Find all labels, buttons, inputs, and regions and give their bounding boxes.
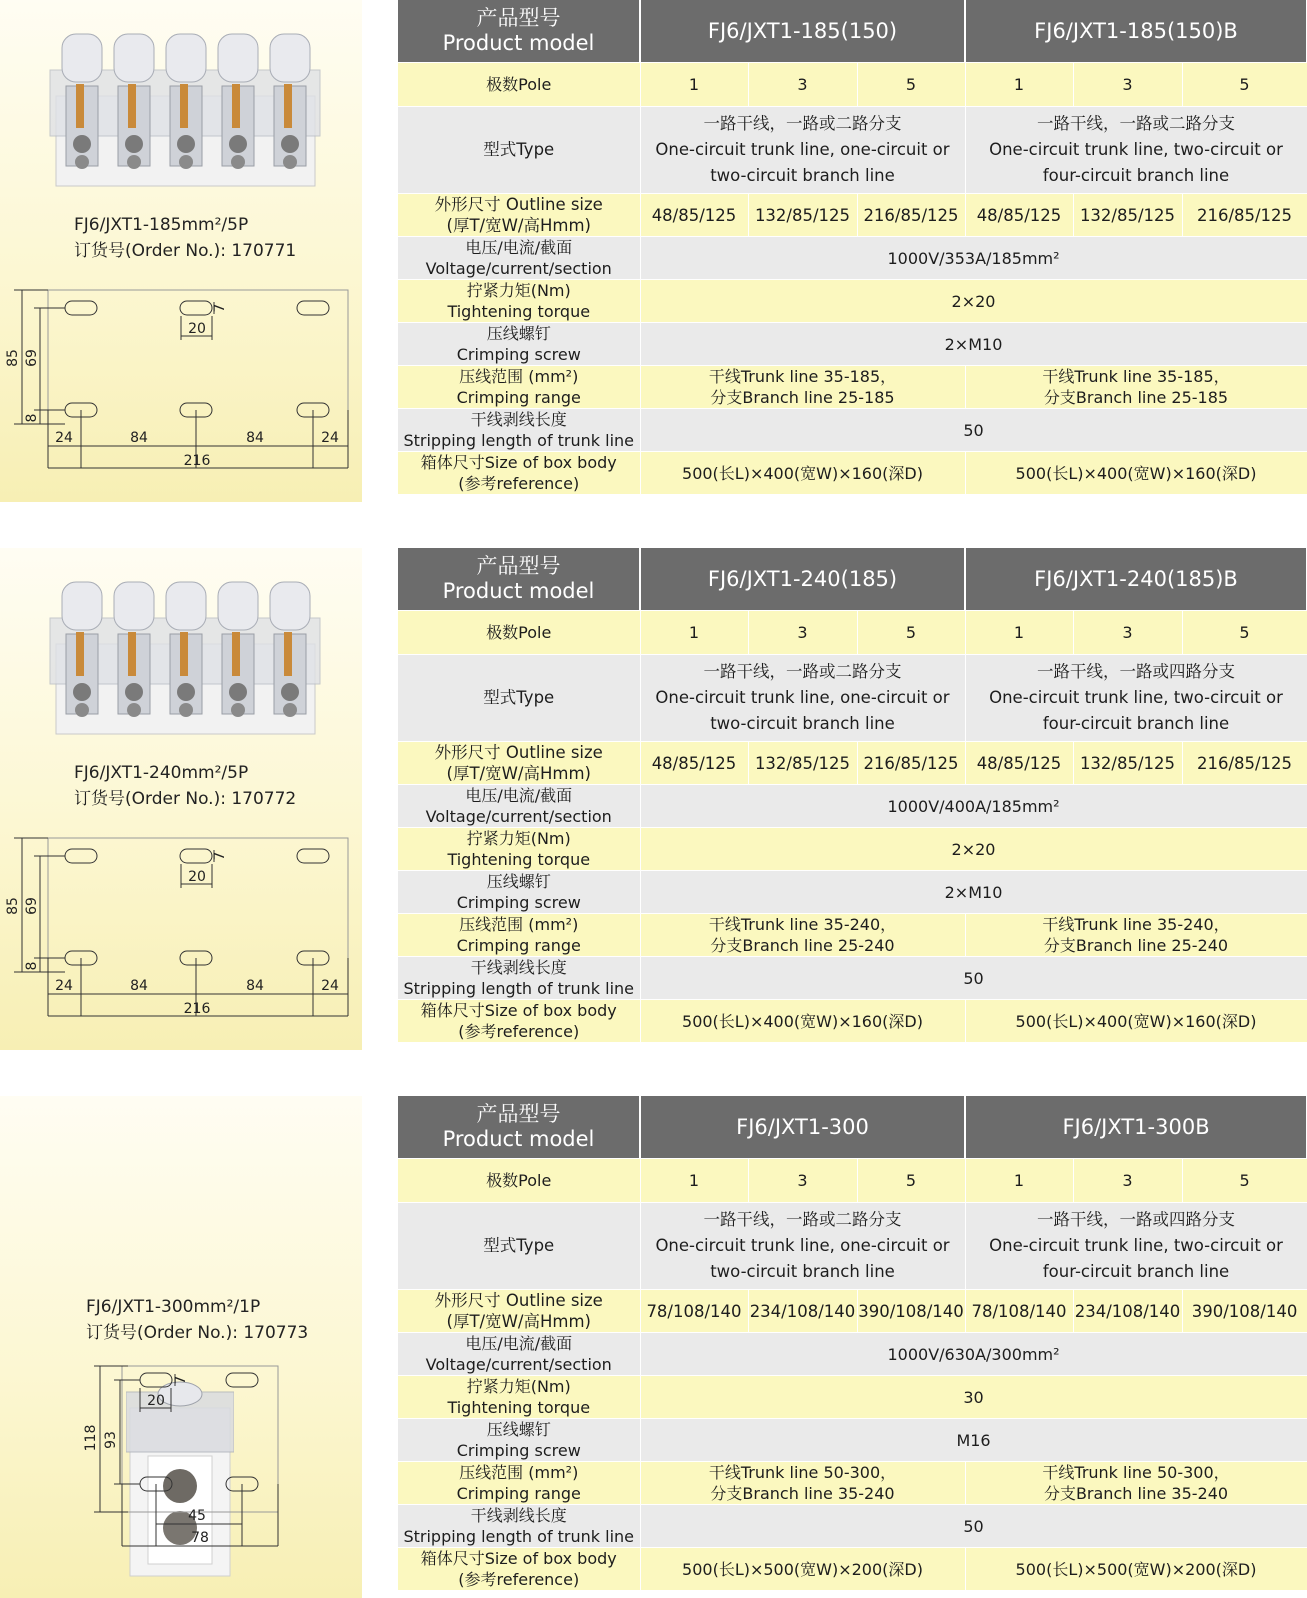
product-model-header: 产品型号 Product model	[398, 1096, 640, 1159]
model-b-header: FJ6/JXT1-300B	[965, 1096, 1307, 1159]
product-panel	[0, 548, 362, 1050]
strip-label: 干线剥线长度 Stripping length of trunk line	[398, 409, 640, 452]
box-b-cell: 500(长L)×500(宽W)×200(深D)	[965, 1548, 1307, 1591]
crimp-label: 压线范围 (mm²) Crimping range	[398, 1462, 640, 1505]
strip-row	[398, 409, 1307, 452]
dimension-label: 7	[212, 851, 228, 861]
dimension-label: 8	[24, 961, 40, 971]
outline-cell: 132/85/125	[748, 742, 857, 785]
table-header-row	[398, 548, 1307, 611]
screw-label: 压线螺钉 Crimping screw	[398, 871, 640, 914]
order-number-label: 订货号(Order No.): 170771	[74, 241, 297, 261]
dimension-label: 45	[188, 1508, 206, 1524]
pole-cell: 3	[748, 63, 857, 107]
product-section-185	[0, 0, 1307, 502]
dimension-label: 7	[212, 303, 228, 313]
table-header-row	[398, 0, 1307, 63]
crimp-row	[398, 1462, 1307, 1505]
model-a-header: FJ6/JXT1-300	[640, 1096, 965, 1159]
terminal-block-5p-photo	[48, 574, 323, 744]
dimension-label: 85	[5, 897, 21, 915]
pole-cell: 1	[965, 1159, 1073, 1203]
outline-cell: 132/85/125	[1073, 742, 1182, 785]
outline-label: 外形尺寸 Outline size (厚T/宽W/高Hmm)	[398, 194, 640, 237]
product-section-240	[0, 548, 1307, 1050]
outline-cell: 48/85/125	[640, 742, 748, 785]
product-photo	[48, 574, 323, 744]
pole-cell: 1	[640, 1159, 748, 1203]
crimp-label: 压线范围 (mm²) Crimping range	[398, 914, 640, 957]
pole-cell: 5	[857, 63, 965, 107]
outline-cell: 78/108/140	[640, 1290, 748, 1333]
outline-cell: 48/85/125	[965, 194, 1073, 237]
outline-cell: 216/85/125	[857, 194, 965, 237]
outline-cell: 216/85/125	[1182, 742, 1307, 785]
box-label: 箱体尺寸Size of box body (参考reference)	[398, 1548, 640, 1591]
pole-cell: 1	[640, 611, 748, 655]
pole-cell: 3	[748, 1159, 857, 1203]
dimension-label: 118	[83, 1424, 99, 1452]
dimension-label: 216	[183, 1001, 211, 1017]
model-size-label: FJ6/JXT1-300mm²/1P	[86, 1297, 261, 1317]
product-caption	[74, 760, 296, 812]
outline-cell: 234/108/140	[1073, 1290, 1182, 1333]
order-number-label: 订货号(Order No.): 170772	[74, 789, 297, 809]
dimension-drawing	[0, 1360, 362, 1560]
terminal-block-5p-photo	[48, 26, 323, 196]
type-row	[398, 655, 1307, 742]
pole-row	[398, 1159, 1307, 1203]
torque-row	[398, 1376, 1307, 1419]
product-section-300	[0, 1096, 1307, 1598]
pole-cell: 1	[965, 63, 1073, 107]
type-b-cell: 一路干线，一路或四路分支 One-circuit trunk line, two-circuit or four-circuit branch line	[965, 1203, 1307, 1290]
voltage-row	[398, 1333, 1307, 1376]
strip-row	[398, 1505, 1307, 1548]
model-b-header: FJ6/JXT1-185(150)B	[965, 0, 1307, 63]
outline-label: 外形尺寸 Outline size (厚T/宽W/高Hmm)	[398, 1290, 640, 1333]
dimension-drawing	[0, 282, 362, 502]
dimension-label: 24	[55, 430, 73, 446]
crimp-b-cell: 干线Trunk line 50-300， 分支Branch line 35-240	[965, 1462, 1307, 1505]
pole-row	[398, 63, 1307, 107]
voltage-label: 电压/电流/截面 Voltage/current/section	[398, 237, 640, 280]
product-panel	[0, 0, 362, 502]
type-label: 型式Type	[398, 107, 640, 194]
outline-row	[398, 742, 1307, 785]
pole-cell: 5	[857, 1159, 965, 1203]
type-a-cell: 一路干线，一路或二路分支 One-circuit trunk line, one-circuit or two-circuit branch line	[640, 1203, 965, 1290]
voltage-row	[398, 785, 1307, 828]
pole-cell: 3	[1073, 1159, 1182, 1203]
screw-cell: 2×M10	[640, 871, 1307, 914]
outline-cell: 132/85/125	[748, 194, 857, 237]
outline-cell: 390/108/140	[1182, 1290, 1307, 1333]
voltage-cell: 1000V/630A/300mm²	[640, 1333, 1307, 1376]
dimension-label: 69	[24, 349, 40, 367]
spec-table	[398, 1096, 1307, 1591]
outline-cell: 132/85/125	[1073, 194, 1182, 237]
outline-row	[398, 1290, 1307, 1333]
outline-cell: 48/85/125	[640, 194, 748, 237]
type-label: 型式Type	[398, 1203, 640, 1290]
screw-row	[398, 871, 1307, 914]
model-b-header: FJ6/JXT1-240(185)B	[965, 548, 1307, 611]
pole-cell: 5	[1182, 63, 1307, 107]
pole-label: 极数Pole	[398, 63, 640, 107]
torque-cell: 2×20	[640, 828, 1307, 871]
torque-cell: 2×20	[640, 280, 1307, 323]
screw-row	[398, 1419, 1307, 1462]
type-a-cell: 一路干线，一路或二路分支 One-circuit trunk line, one-circuit or two-circuit branch line	[640, 107, 965, 194]
dimension-label: 84	[130, 978, 148, 994]
dimension-label: 84	[246, 430, 264, 446]
pole-cell: 1	[965, 611, 1073, 655]
product-photo	[48, 26, 323, 196]
dimension-label: 20	[188, 869, 206, 885]
pole-cell: 3	[1073, 611, 1182, 655]
product-model-header: 产品型号 Product model	[398, 0, 640, 63]
outline-cell: 216/85/125	[857, 742, 965, 785]
spec-table	[398, 0, 1307, 495]
pole-cell: 3	[748, 611, 857, 655]
torque-row	[398, 280, 1307, 323]
dimension-label: 20	[188, 321, 206, 337]
dimension-label: 93	[103, 1431, 119, 1449]
strip-label: 干线剥线长度 Stripping length of trunk line	[398, 1505, 640, 1548]
type-b-cell: 一路干线，一路或二路分支 One-circuit trunk line, two-circuit or four-circuit branch line	[965, 107, 1307, 194]
outline-cell: 48/85/125	[965, 742, 1073, 785]
box-a-cell: 500(长L)×400(宽W)×160(深D)	[640, 452, 965, 495]
box-label: 箱体尺寸Size of box body (参考reference)	[398, 1000, 640, 1043]
crimp-a-cell: 干线Trunk line 35-185， 分支Branch line 25-185	[640, 366, 965, 409]
dimension-label: 24	[321, 430, 339, 446]
box-b-cell: 500(长L)×400(宽W)×160(深D)	[965, 452, 1307, 495]
screw-label: 压线螺钉 Crimping screw	[398, 1419, 640, 1462]
dimension-drawing	[0, 830, 362, 1050]
box-row	[398, 1000, 1307, 1043]
screw-cell: 2×M10	[640, 323, 1307, 366]
voltage-cell: 1000V/353A/185mm²	[640, 237, 1307, 280]
torque-label: 拧紧力矩(Nm) Tightening torque	[398, 1376, 640, 1419]
type-label: 型式Type	[398, 655, 640, 742]
crimp-a-cell: 干线Trunk line 50-300， 分支Branch line 35-240	[640, 1462, 965, 1505]
dimension-label: 84	[246, 978, 264, 994]
dimension-label: 20	[147, 1393, 165, 1409]
dimension-label: 84	[130, 430, 148, 446]
pole-label: 极数Pole	[398, 1159, 640, 1203]
product-caption	[74, 212, 296, 264]
crimp-label: 压线范围 (mm²) Crimping range	[398, 366, 640, 409]
strip-row	[398, 957, 1307, 1000]
voltage-label: 电压/电流/截面 Voltage/current/section	[398, 1333, 640, 1376]
box-row	[398, 452, 1307, 495]
outline-label: 外形尺寸 Outline size (厚T/宽W/高Hmm)	[398, 742, 640, 785]
dimension-label: 69	[24, 897, 40, 915]
order-number-label: 订货号(Order No.): 170773	[86, 1323, 309, 1343]
voltage-cell: 1000V/400A/185mm²	[640, 785, 1307, 828]
model-size-label: FJ6/JXT1-240mm²/5P	[74, 763, 249, 783]
pole-cell: 5	[1182, 611, 1307, 655]
pole-cell: 5	[857, 611, 965, 655]
voltage-label: 电压/电流/截面 Voltage/current/section	[398, 785, 640, 828]
product-model-header: 产品型号 Product model	[398, 548, 640, 611]
type-b-cell: 一路干线，一路或四路分支 One-circuit trunk line, two-circuit or four-circuit branch line	[965, 655, 1307, 742]
dimension-label: 8	[24, 413, 40, 423]
model-a-header: FJ6/JXT1-240(185)	[640, 548, 965, 611]
type-row	[398, 107, 1307, 194]
table-header-row	[398, 1096, 1307, 1159]
outline-cell: 78/108/140	[965, 1290, 1073, 1333]
dimension-label: 24	[321, 978, 339, 994]
outline-cell: 390/108/140	[857, 1290, 965, 1333]
dimension-label: 78	[191, 1530, 209, 1546]
voltage-row	[398, 237, 1307, 280]
model-a-header: FJ6/JXT1-185(150)	[640, 0, 965, 63]
model-size-label: FJ6/JXT1-185mm²/5P	[74, 215, 249, 235]
type-row	[398, 1203, 1307, 1290]
dimension-label: 216	[183, 453, 211, 469]
torque-label: 拧紧力矩(Nm) Tightening torque	[398, 280, 640, 323]
outline-row	[398, 194, 1307, 237]
pole-row	[398, 611, 1307, 655]
spec-table	[398, 548, 1307, 1043]
crimp-b-cell: 干线Trunk line 35-240， 分支Branch line 25-240	[965, 914, 1307, 957]
crimp-b-cell: 干线Trunk line 35-185， 分支Branch line 25-185	[965, 366, 1307, 409]
box-label: 箱体尺寸Size of box body (参考reference)	[398, 452, 640, 495]
screw-cell: M16	[640, 1419, 1307, 1462]
crimp-row	[398, 914, 1307, 957]
box-row	[398, 1548, 1307, 1591]
crimp-row	[398, 366, 1307, 409]
screw-row	[398, 323, 1307, 366]
strip-label: 干线剥线长度 Stripping length of trunk line	[398, 957, 640, 1000]
screw-label: 压线螺钉 Crimping screw	[398, 323, 640, 366]
pole-cell: 1	[640, 63, 748, 107]
box-a-cell: 500(长L)×500(宽W)×200(深D)	[640, 1548, 965, 1591]
dimension-label: 24	[55, 978, 73, 994]
crimp-a-cell: 干线Trunk line 35-240， 分支Branch line 25-240	[640, 914, 965, 957]
torque-row	[398, 828, 1307, 871]
product-caption	[86, 1294, 308, 1346]
torque-cell: 30	[640, 1376, 1307, 1419]
box-b-cell: 500(长L)×400(宽W)×160(深D)	[965, 1000, 1307, 1043]
pole-cell: 5	[1182, 1159, 1307, 1203]
strip-cell: 50	[640, 409, 1307, 452]
pole-label: 极数Pole	[398, 611, 640, 655]
strip-cell: 50	[640, 957, 1307, 1000]
pole-cell: 3	[1073, 63, 1182, 107]
outline-cell: 234/108/140	[748, 1290, 857, 1333]
dimension-label: 85	[5, 349, 21, 367]
box-a-cell: 500(长L)×400(宽W)×160(深D)	[640, 1000, 965, 1043]
outline-cell: 216/85/125	[1182, 194, 1307, 237]
torque-label: 拧紧力矩(Nm) Tightening torque	[398, 828, 640, 871]
product-panel	[0, 1096, 362, 1598]
strip-cell: 50	[640, 1505, 1307, 1548]
type-a-cell: 一路干线，一路或二路分支 One-circuit trunk line, one-circuit or two-circuit branch line	[640, 655, 965, 742]
dimension-label: 7	[173, 1375, 189, 1385]
